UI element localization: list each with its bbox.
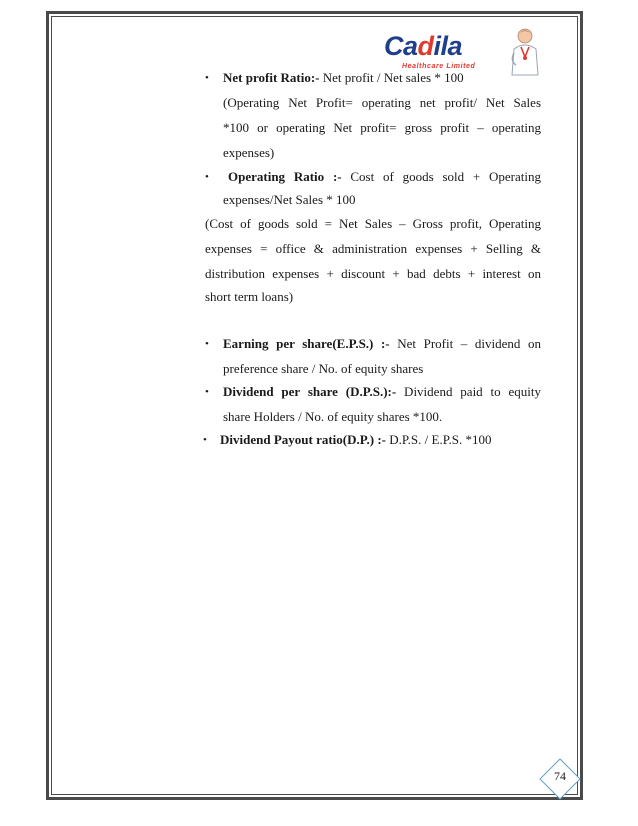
net-profit-heading: Net profit Ratio:- [223,70,320,85]
logo-tagline: Healthcare Limited [402,63,476,70]
eps-formula-2: preference share / No. of equity shares [223,361,424,376]
eps-formula-1: Net Profit – dividend on [389,336,541,351]
operating-ratio-line [228,169,541,185]
bullet-net-profit: • [205,72,209,84]
net-profit-note-3: expenses) [223,145,275,160]
bullet-operating-ratio: • [205,171,209,183]
dps-formula-2: share Holders / No. of equity shares *100. [223,409,443,424]
net-profit-formula: Net profit / Net sales * 100 [319,70,464,85]
dpr-heading: Dividend Payout ratio(D.P.) :- [220,432,386,447]
dps-formula-1: Dividend paid to equity [396,384,541,399]
page-number: 74 [554,769,566,783]
operating-ratio-heading: Operating Ratio :- [228,169,342,184]
operating-ratio-note-4: short term loans) [205,289,294,304]
net-profit-note-1: (Operating Net Profit= operating net profit/ Net Sales [223,95,541,110]
dps-line [223,384,541,400]
bullet-dps: • [205,386,209,398]
operating-ratio-note-1: (Cost of goods sold = Net Sales – Gross profit, Operating [205,216,541,231]
logo-wordmark-accent: d [417,31,434,61]
operating-ratio-formula-1: Cost of goods sold + Operating [341,169,541,184]
dpr-line [220,432,491,448]
page-number-badge [538,757,582,801]
dpr-formula: D.P.S. / E.P.S. *100 [386,432,492,447]
net-profit-line [223,70,464,86]
logo-wordmark-part1: Ca [384,31,418,61]
eps-heading: Earning per share(E.P.S.) :- [223,336,390,351]
eps-line [223,336,541,352]
dps-heading: Dividend per share (D.P.S.):- [223,384,397,399]
bullet-dpr: • [203,434,207,446]
bullet-eps: • [205,338,209,350]
operating-ratio-note-3: distribution expenses + discount + bad debts + interest on [205,266,541,281]
logo-wordmark-part2: ila [433,31,463,61]
operating-ratio-note-2: expenses = office & administration expenses + Selling & [205,241,541,256]
net-profit-note-2: *100 or operating Net profit= gross profit – operating [223,120,541,135]
operating-ratio-formula-2: expenses/Net Sales * 100 [223,192,356,207]
